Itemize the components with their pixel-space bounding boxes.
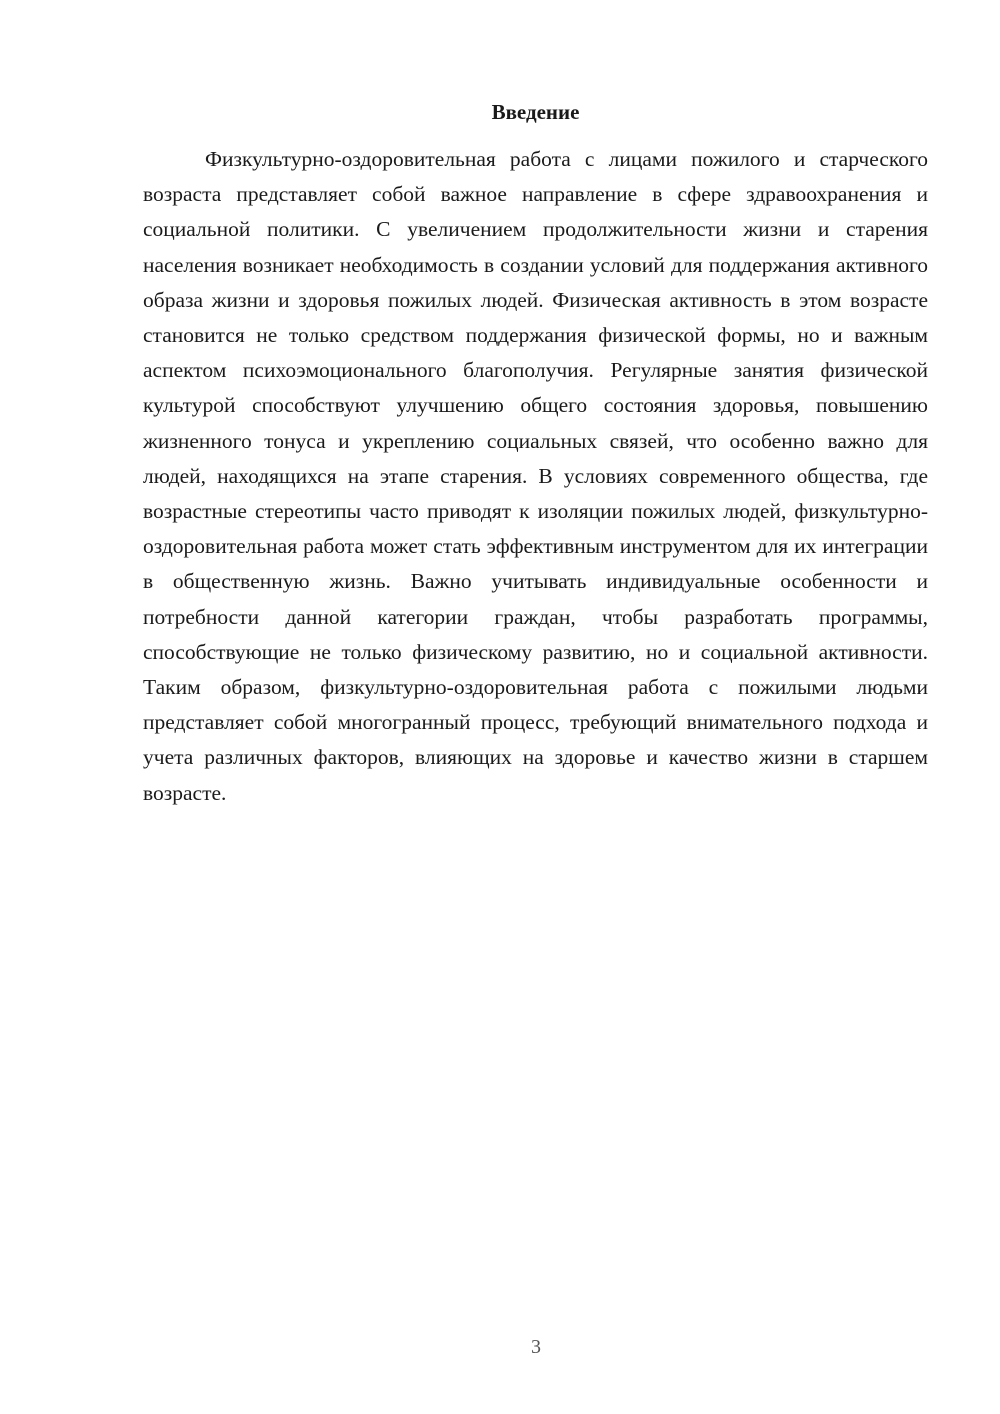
page-number: 3 xyxy=(531,1336,541,1358)
body-paragraph: Физкультурно-оздоровительная работа с лицами пожилого и старческого возраста представляет собой важное направление в сфере здравоохранения и социальной политики. С увеличением продолжительности жизни и старения населения возникает необходимость в создании условий для поддержания активного образа жизни и здоровья пожилых людей. Физическая активность в этом возрасте становится не только средством поддержания физической формы, но и важным аспектом психоэмоционального благополучия. Регулярные занятия физической культурой способствуют улучшению общего состояния здоровья, повышению жизненного тонуса и укреплению социальных связей, что особенно важно для людей, находящихся на этапе старения. В условиях современного общества, где возрастные стереотипы часто приводят к изоляции пожилых людей, физкультурно-оздоровительная работа может стать эффективным инструментом для их интеграции в общественную жизнь. Важно учитывать индивидуальные особенности и потребности данной категории граждан, чтобы разработать программы, способствующие не только физическому развитию, но и социальной активности. Таким образом, физкультурно-оздоровительная работа с пожилыми людьми представляет собой многогранный процесс, требующий внимательного подхода и учета различных факторов, влияющих на здоровье и качество жизни в старшем возрасте. xyxy=(143,147,928,805)
section-heading: Введение xyxy=(491,100,580,124)
